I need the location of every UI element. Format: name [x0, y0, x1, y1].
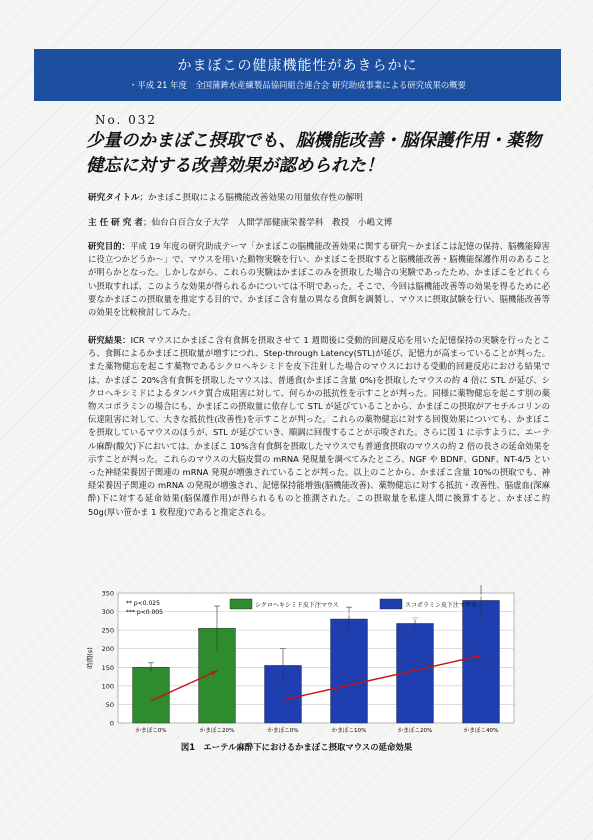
research-title-label: 研究タイトル — [88, 193, 140, 203]
research-title-value: かまぼこ摂取による脳機能改善効果の用量依存性の解明 — [148, 193, 363, 203]
legend-swatch — [380, 599, 402, 609]
stats-note: *** p<0.005 — [126, 609, 163, 616]
legend-label: シクロヘキシミド皮下注マウス — [255, 602, 339, 609]
figure-caption: 図1 エーテル麻酔下におけるかまぼこ摂取マウスの延命効果 — [180, 742, 413, 752]
legend-label: スコポラミン皮下注マウス — [405, 602, 477, 609]
x-tick-label: かまぼこ20% — [199, 728, 235, 734]
results-text: ICR マウスにかまぼこ含有食餌を摂取させて 1 週間後に受動的回避反応を用いた記憶保持の実験を行ったところ、食餌によるかまぼこ摂取量が増すにつれ、Step-through Latency(STL)が延び、記憶力が高まっていることが判った。また薬物健忘を起こす薬物であるシクロヘキシミドを皮下注射した場合のマウスにおける受動的回避反応における結果では、かまぼこ 20%含有食餌を摂取したマウスは、普通食(かまぼこ含量 0%)を摂取したマウスの約 4 倍に STL が延び、シクロヘキシミドによるタンパク質合成阻害に対して、何らかの抵抗性を示すことが判った。同様に薬物健忘を起こす別の薬物スコポラミンの場合にも、かまぼこの摂取量に依存して STL が延びていることから、かまぼこの摂取がアセチルコリンの伝達阻害に対して、大きな抵抗性(改善性)を示すことが判った。これらの薬物健忘に対する回復効果についても、かまぼこを摂取しているマウスのほうが、STL が延びていき、順調に回復することが示唆された。さらに図 1 に示すように、エーテル麻酔(酸欠)下においては、かまぼこ 10%含有食餌を摂取したマウスでも普通食摂取のマウスの約 2 倍の長さの延命効果を示すことが判った。これらのマウスの大脳皮質の mRNA 発現量を調べてみたところ、NGF や BDNF、GDNF、NT-4/5 といった神経栄養因子関連の mRNA 発現が増強されていることが判った。以上のことから、かまぼこ含量 10%の摂取でも、神経栄養因子関連の mRNA の発現が増強され、記憶保持能増強(脳機能改善)、薬物健忘に対する抵抗・改善性、脳虚血(深麻酔)下に対する延命効果(脳保護作用)が得られるものと推測された。この摂取量を私達人間に換算すると、かまぼこ約 50g(厚い笹かま 1 枚程度)であると推定される。 — [88, 335, 550, 517]
legend-swatch — [230, 599, 252, 609]
report-number: No. 032 — [95, 113, 158, 127]
y-tick-label: 100 — [101, 682, 114, 691]
banner-title: かまぼこの健康機能性があきらかに — [177, 58, 418, 74]
purpose-section: 研究目的：平成 19 年度の研究助成テーマ「かまぼこの脳機能改善効果に関する研究～かまぼこは記憶の保持、脳機能障害に役立つかどうか～」で、マウスを用いた動物実験を行い、かまぼこを摂取すると脳機能改善・脳機能保護作用のあることが明らかとなった。しかしながら、これらの実験はかまぼこのみを摂取した場合の実験であったため、かまぼこをどれくらい摂取すれば、このような効果が得られるかについては不明であった。そこで、今回は脳機能改善等の効果を得るために必要なかまぼこの摂取量を推定する目的で、かまぼこ含有量の異なる食餌を調製し、マウスに摂取試験を行い、脳機能改善等の効果を比較検討してみた。 — [88, 241, 550, 318]
bar — [331, 619, 368, 723]
purpose-label: 研究目的 — [88, 241, 122, 251]
x-tick-label: かまぼこ0% — [135, 728, 167, 734]
y-tick-label: 350 — [101, 589, 114, 598]
x-tick-label: かまぼこ20% — [397, 728, 433, 734]
y-tick-label: 250 — [101, 626, 114, 635]
significance-mark: *** — [476, 593, 486, 601]
x-tick-label: かまぼこ10% — [331, 728, 367, 734]
y-tick-label: 50 — [105, 700, 114, 709]
plot-area — [118, 593, 514, 723]
significance-mark: *** — [410, 616, 420, 624]
stats-note: ** p<0.025 — [126, 600, 160, 607]
x-tick-label: かまぼこ0% — [267, 728, 299, 734]
bar — [463, 600, 500, 723]
results-label: 研究結果 — [88, 335, 123, 345]
y-axis-label: 時間(s) — [86, 647, 94, 669]
results-section: 研究結果：ICR マウスにかまぼこ含有食餌を摂取させて 1 週間後に受動的回避反応を用いた記憶保持の実験を行ったところ、食餌によるかまぼこ摂取量が増すにつれ、Step-through Latency(STL)が延び、記憶力が高まっていることが判った。また薬物健忘を起こす薬物であるシクロヘキシミドを皮下注射した場合のマウスにおける受動的回避反応における結果では、かまぼこ 20%含有食餌を摂取したマウスは、普通食(かまぼこ含量 0%)を摂取したマウスの約 4 倍に STL が延び、シクロヘキシミドによるタンパク質合成阻害に対して、何らかの抵抗性を示すことが判った。同様に薬物健忘を起こす別の薬物スコポラミンの場合にも、かまぼこの摂取量に依存して STL が延びていることから、かまぼこの摂取がアセチルコリンの伝達阻害に対して、大きな抵抗性(改善性)を示すことが判った。これらの薬物健忘に対する回復効果についても、かまぼこを摂取しているマウスのほうが、STL が延びていき、順調に回復することが示唆された。さらに図 1 に示すように、エーテル麻酔(酸欠)下においては、かまぼこ 10%含有食餌を摂取したマウスでも普通食摂取のマウスの約 2 倍の長さの延命効果を示すことが判った。これらのマウスの大脳皮質の mRNA 発現量を調べてみたところ、NGF や BDNF、GDNF、NT-4/5 といった神経栄養因子関連の mRNA 発現が増強されていることが判った。以上のことから、かまぼこ含量 10%の摂取でも、神経栄養因子関連の mRNA の発現が増強され、記憶保持能増強(脳機能改善)、薬物健忘に対する抵抗・改善性、脳虚血(深麻酔)下に対する延命効果(脳保護作用)が得られるものと推測された。この摂取量を私達人間に換算すると、かまぼこ約 50g(厚い笹かま 1 枚程度)であると推定される。 — [88, 335, 550, 517]
header-banner — [34, 49, 561, 101]
headline: 少量のかまぼこ摂取でも、脳機能改善・脳保護作用・薬物健忘に対する改善効果が認められた！ — [86, 131, 541, 176]
purpose-text: 平成 19 年度の研究助成テーマ「かまぼこの脳機能改善効果に関する研究～かまぼこは記憶の保持、脳機能障害に役立つかどうか～」で、マウスを用いた動物実験を行い、かまぼこを摂取すると脳機能改善・脳機能保護作用のあることが明らかとなった。しかしながら、これらの実験はかまぼこのみを摂取した場合の実験であったため、かまぼこをどれくらい摂取すれば、このような効果が得られるかについては不明であった。そこで、今回は脳機能改善等の効果を得るために必要なかまぼこの摂取量を推定する目的で、かまぼこ含有量の異なる食餌を調製し、マウスに摂取試験を行い、脳機能改善等の効果を比較検討してみた。 — [88, 241, 550, 318]
y-tick-label: 0 — [109, 719, 114, 728]
researcher-value: 仙台白百合女子大学 人間学部健康栄養学科 教授 小嶋文博 — [151, 218, 393, 228]
y-tick-label: 300 — [101, 608, 114, 617]
researcher-line: 主 任 研 究 者；仙台白百合女子大学 人間学部健康栄養学科 教授 小嶋文博 — [88, 218, 393, 228]
lifespan-chart — [84, 585, 524, 735]
significance-mark: *** — [344, 612, 354, 619]
banner-subtitle: ・平成 21 年度 全国蒲鉾水産練製品協同組合連合会 研究助成事業による研究成果の概要 — [129, 80, 466, 90]
significance-mark: ** — [214, 621, 220, 629]
researcher-label: 主 任 研 究 者 — [88, 218, 143, 228]
y-tick-label: 150 — [101, 663, 114, 672]
y-tick-label: 200 — [101, 645, 114, 654]
x-tick-label: かまぼこ40% — [463, 728, 499, 734]
research-title-line: 研究タイトル；かまぼこ摂取による脳機能改善効果の用量依存性の解明 — [88, 193, 363, 203]
